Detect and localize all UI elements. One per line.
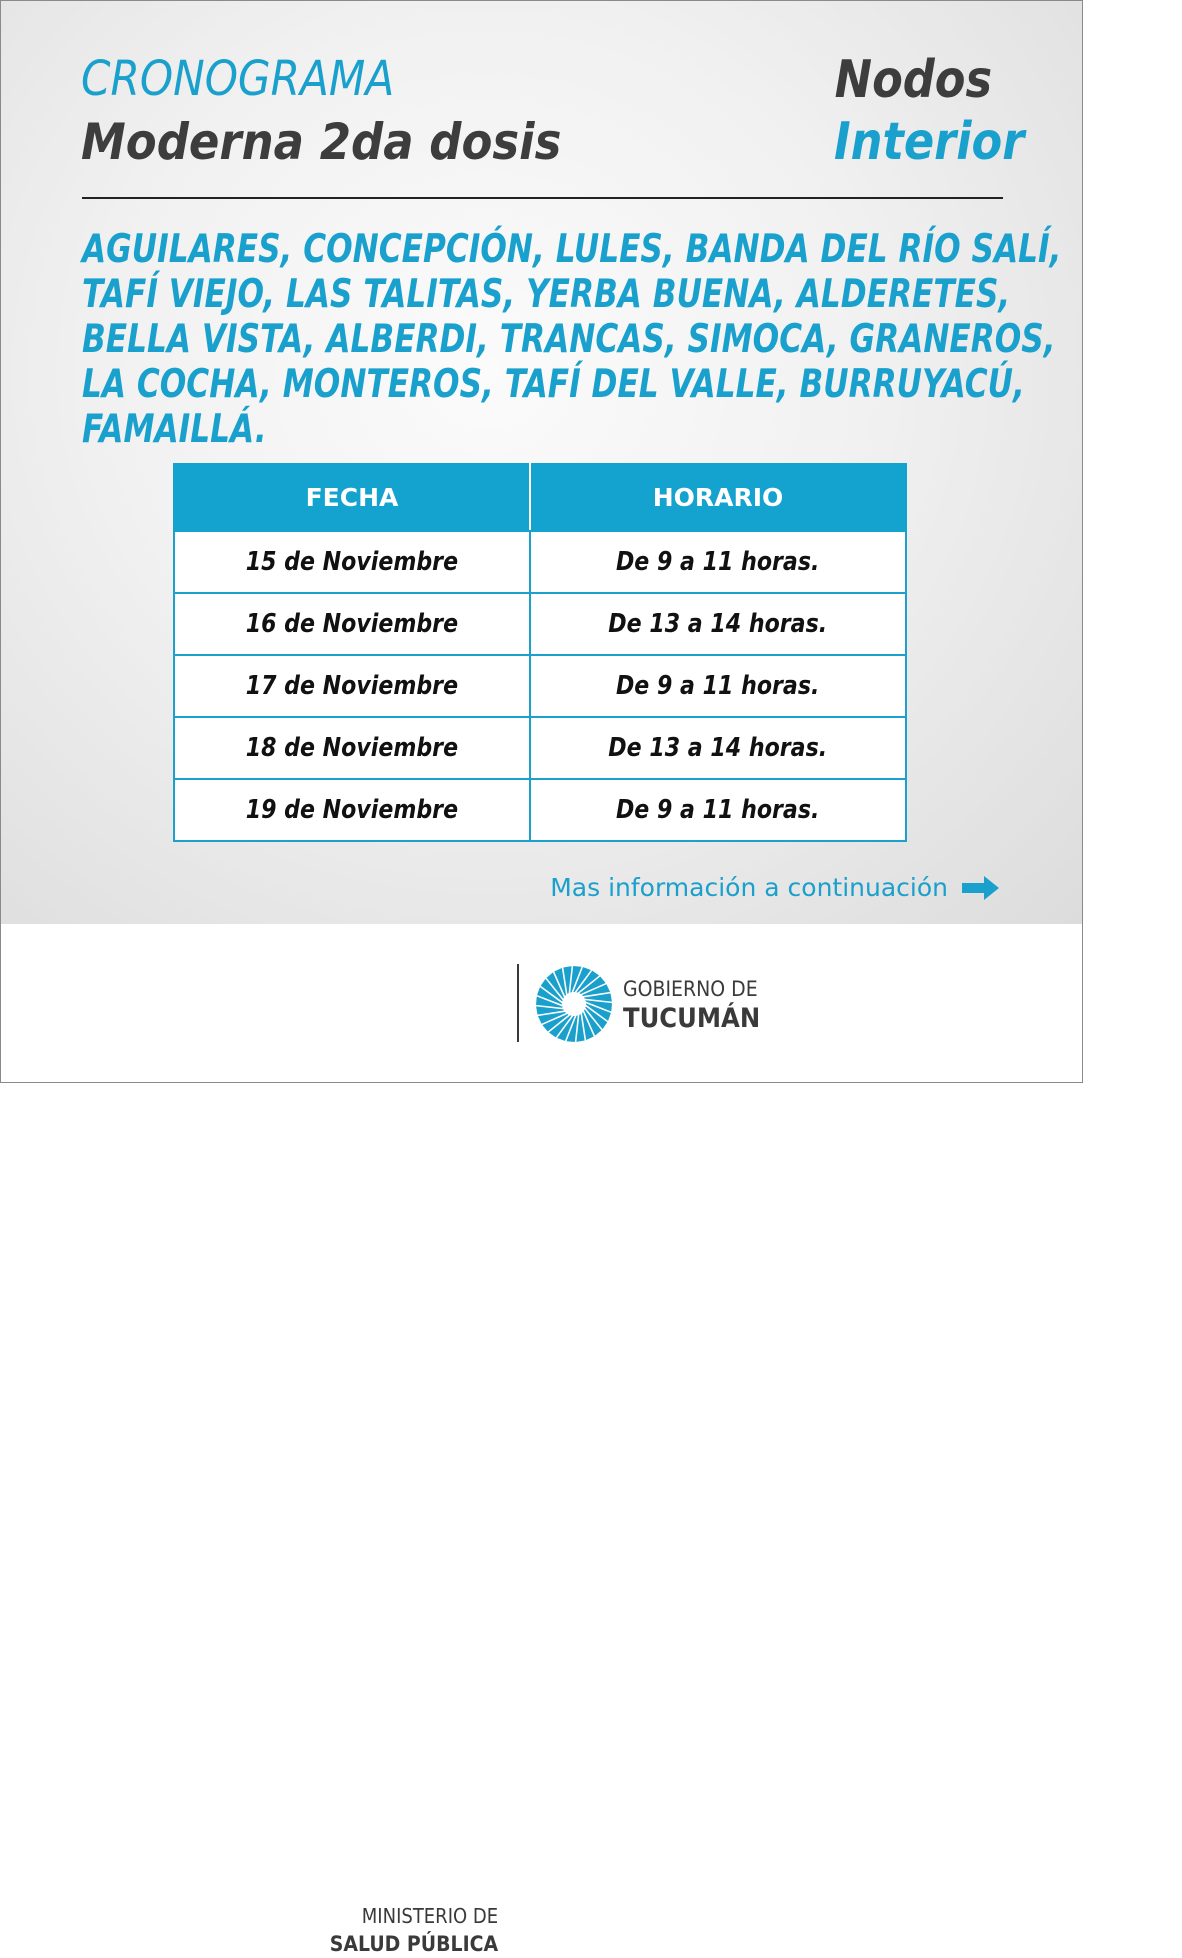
places-line: BELLA VISTA, ALBERDI, TRANCAS, SIMOCA, GRANEROS,	[82, 317, 1056, 362]
table-row	[174, 531, 906, 593]
places-list	[82, 227, 1182, 452]
government-label	[623, 975, 775, 1035]
column-header-horario: HORARIO	[530, 464, 906, 531]
main-panel	[1, 1, 1082, 924]
time-text: De 9 a 11 horas.	[616, 547, 820, 577]
places-line: AGUILARES, CONCEPCIÓN, LULES, BANDA DEL RÍO SALÍ,	[82, 227, 1062, 272]
time-cell	[530, 779, 906, 841]
footer-divider	[517, 964, 519, 1042]
time-text: De 13 a 14 horas.	[608, 733, 828, 763]
time-text: De 9 a 11 horas.	[616, 795, 820, 825]
table-header-row	[174, 464, 906, 531]
column-header-fecha: FECHA	[174, 464, 530, 531]
table-row	[174, 655, 906, 717]
date-cell	[174, 593, 530, 655]
table-row	[174, 717, 906, 779]
date-cell	[174, 655, 530, 717]
date-cell	[174, 717, 530, 779]
government-line2: TUCUMÁN	[623, 1003, 761, 1034]
table-row	[174, 593, 906, 655]
government-line1: GOBIERNO DE	[623, 977, 758, 1001]
time-cell	[530, 655, 906, 717]
date-text: 15 de Noviembre	[245, 547, 459, 577]
time-text: De 9 a 11 horas.	[616, 671, 820, 701]
time-cell	[530, 531, 906, 593]
arrow-right-icon	[962, 875, 1000, 901]
time-cell	[530, 717, 906, 779]
more-info-label: Mas información a continuación	[550, 873, 948, 902]
places-line: TAFÍ VIEJO, LAS TALITAS, YERBA BUENA, ALDERETES,	[82, 272, 1011, 317]
time-text: De 13 a 14 horas.	[608, 609, 828, 639]
table-row	[174, 779, 906, 841]
date-text: 18 de Noviembre	[245, 733, 459, 763]
sun-rays-logo-icon	[534, 964, 614, 1044]
schedule-table	[173, 463, 907, 842]
more-info-link[interactable]	[550, 873, 1000, 902]
region-label-line2: Interior	[833, 112, 1024, 172]
ministry-line1: MINISTERIO DE	[361, 1904, 498, 1928]
date-cell	[174, 531, 530, 593]
ministry-label	[311, 1902, 498, 1958]
places-line: FAMAILLÁ.	[82, 407, 267, 452]
page-subtitle: Moderna 2da dosis	[81, 113, 562, 171]
header-divider	[82, 197, 1003, 199]
date-text: 19 de Noviembre	[245, 795, 459, 825]
region-label-line1: Nodos	[834, 50, 992, 110]
time-cell	[530, 593, 906, 655]
date-text: 16 de Noviembre	[245, 609, 459, 639]
places-line: LA COCHA, MONTEROS, TAFÍ DEL VALLE, BURRUYACÚ,	[82, 362, 1025, 407]
page-title: CRONOGRAMA	[81, 51, 395, 107]
date-text: 17 de Noviembre	[245, 671, 459, 701]
ministry-line2: SALUD PÚBLICA	[329, 1932, 498, 1956]
date-cell	[174, 779, 530, 841]
